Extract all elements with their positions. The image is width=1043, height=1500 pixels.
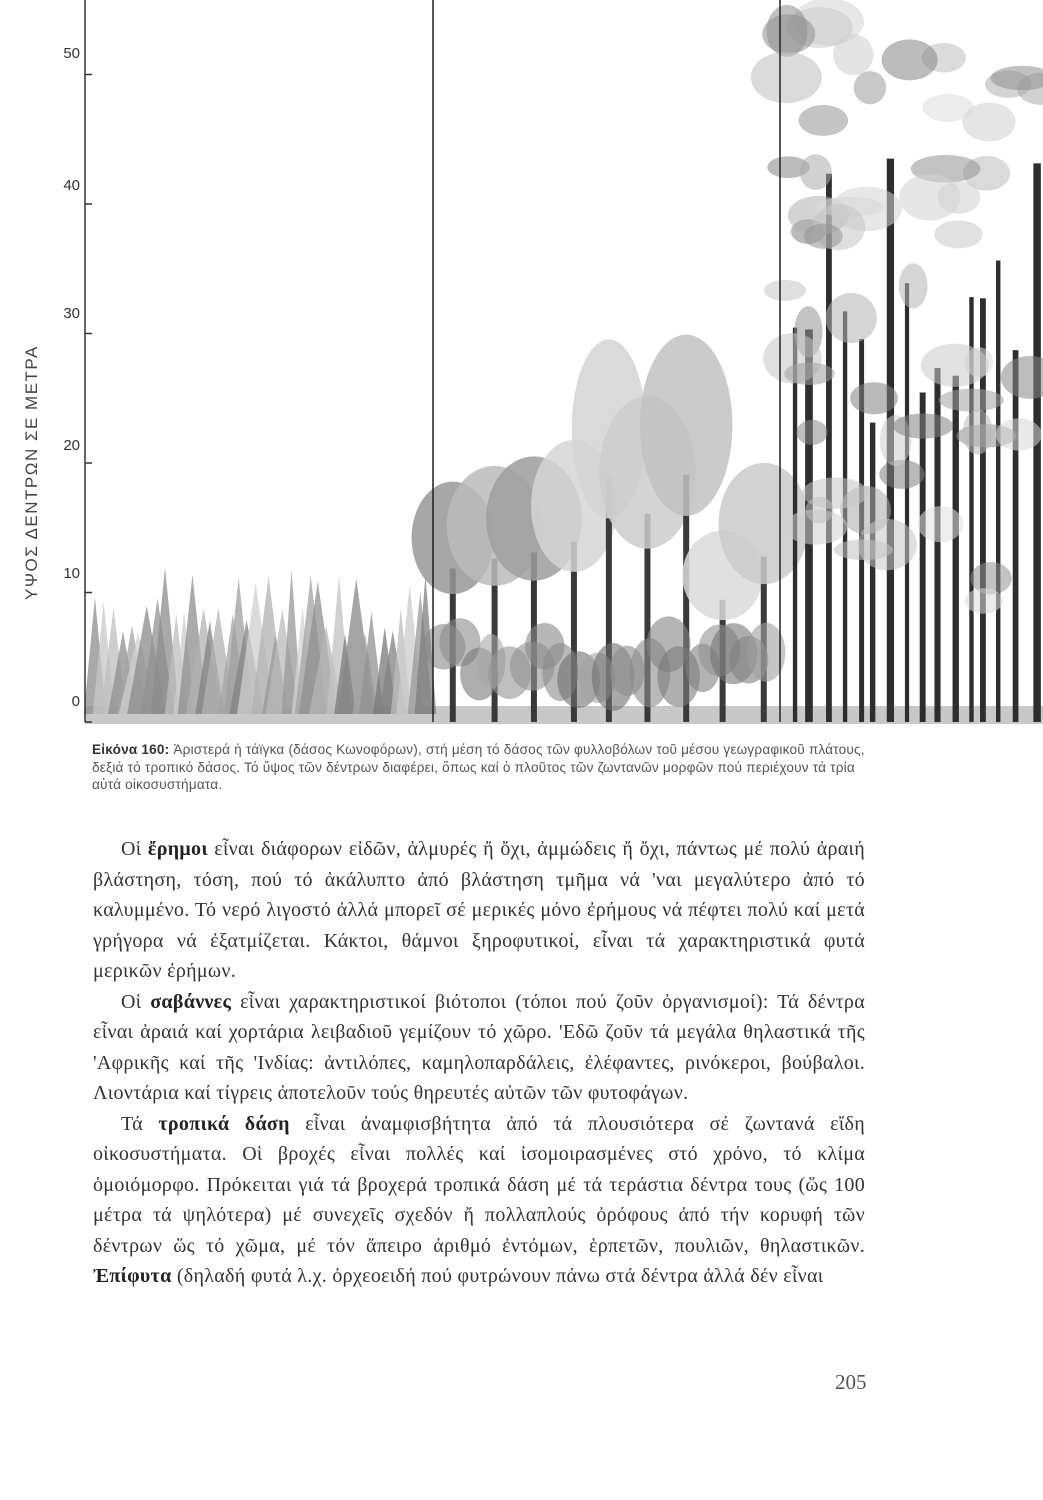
text-run: εἶναι χαρακτηριστικοί βιότοποι (τόποι πού ζοῦν ὀργανισμοί): Τά δέντρα εἶναι ἀραιά καί χορτάρια λειβαδιοῦ γεμίζουν τό χῶρο. 'Εδῶ ζοῦν τά μεγάλα θηλαστικά τῆς 'Αφρικῆς καί τῆς 'Ινδίας: ἀντιλόπες, καμηλοπαρδάλεις, ἐλέφαντες, ρινόκεροι, βούβαλοι. Λιοντάρια καί τίγρεις ἀποτελοῦν τούς θηρευτές αὐτῶν τῶν φυτοφάγων. xyxy=(93,990,865,1104)
tropical-foliage xyxy=(850,382,898,414)
term-epiphytes: Ἐπίφυτα xyxy=(93,1265,172,1287)
tropical-foliage xyxy=(963,409,993,454)
tropical-foliage xyxy=(921,344,989,387)
tropical-foliage xyxy=(762,14,815,54)
tropical-foliage xyxy=(796,420,827,445)
tropical-foliage xyxy=(899,263,928,308)
paragraph-deserts xyxy=(93,834,865,987)
y-tick-label: 40 xyxy=(63,177,80,194)
tropical-foliage xyxy=(918,506,964,542)
tropical-foliage xyxy=(751,52,822,103)
tropical-foliage xyxy=(923,94,974,122)
tropical-foliage xyxy=(805,497,833,524)
tropical-foliage xyxy=(965,588,1003,614)
y-tick-label: 50 xyxy=(63,45,80,62)
tropical-foliage xyxy=(800,154,832,190)
term-deserts: ἔρημοι xyxy=(147,838,208,860)
forest-illustration xyxy=(0,0,1043,730)
tropical-trunk xyxy=(920,392,926,722)
tropical-foliage xyxy=(826,293,877,343)
y-tick-label: 20 xyxy=(63,437,80,454)
y-tick-label: 30 xyxy=(63,305,80,322)
text-run: εἶναι ἀναμφισβήτητα ἀπό τά πλουσιότερα σέ ζωντανά εἴδη οἰκοσυστήματα. Οἱ βροχές εἶναι πολλές καί ἰσομοιρασμένες στό χρόνο, τό κλίμα ὁμοιόμορφο. Πρόκειται γιά τά βροχερά τροπικά δάση μέ τά τεράστια δέντρα τους (ὥς 100 μέτρα τά ψηλότερα) μέ συνεχεῖς σχεδόν ἤ πολλαπλούς ὀρόφους ἀπό τήν κορυφή τῶν δέντρων ὥς τό χῶμα, μέ τόν ἄπειρο ἀριθμό ἐντόμων, ἑρπετῶν, πουλιῶν, θηλαστικῶν. xyxy=(93,1112,865,1257)
text-run: (δηλαδή φυτά λ.χ. ὀρχεοειδή πού φυτρώνουν πάνω στά δέντρα ἀλλά δέν εἶναι xyxy=(171,1265,824,1287)
tropical-foliage xyxy=(996,418,1042,450)
body-text xyxy=(93,834,865,1292)
tropical-foliage xyxy=(858,519,917,570)
paragraph-savannas xyxy=(93,987,865,1109)
deciduous-crown xyxy=(640,335,732,516)
y-axis-title: ΥΨΟΣ ΔΕΝΤΡΩΝ ΣΕ ΜΕΤΡΑ xyxy=(22,345,41,600)
page-number: 205 xyxy=(835,1370,867,1394)
tropical-foliage xyxy=(939,389,1004,412)
tropical-foliage xyxy=(893,413,953,438)
paragraph-tropical-forests xyxy=(93,1109,865,1292)
figure-caption xyxy=(92,741,882,794)
text-run: Οἱ xyxy=(121,990,151,1013)
caption-text: Ἀριστερά ἡ τάϊγκα (δάσος Κωνοφόρων), στή μέση τό δάσος τῶν φυλλοβόλων τοῦ μέσου γεωγραφικοῦ πλάτους, δεξιά τό τροπικό δάσος. Τό ὕψος τῶν δέντρων διαφέρει, ὅπως καί ὁ πλοῦτος τῶν ζωντανῶν μορφῶν πού περιέχουν τά τρία αὐτά οἰκοσυστήματα. xyxy=(92,742,865,792)
tropical-foliage xyxy=(1001,356,1043,399)
tropical-foliage xyxy=(833,34,873,75)
tropical-foliage xyxy=(854,71,886,104)
term-tropical-forests: τροπικά δάση xyxy=(158,1112,290,1135)
tropical-trunk xyxy=(1013,350,1019,722)
forest-height-figure xyxy=(0,0,1043,730)
tropical-foliage xyxy=(879,460,924,489)
y-tick-label: 10 xyxy=(63,565,80,582)
tropical-foliage xyxy=(934,220,982,248)
text-run: Οἱ xyxy=(121,838,148,860)
term-savannas: σαβάννες xyxy=(150,990,232,1013)
tropical-foliage xyxy=(899,174,960,221)
tropical-foliage xyxy=(882,39,938,80)
tropical-trunk xyxy=(996,261,1000,722)
tropical-foliage xyxy=(784,362,834,385)
text-run: εἶναι διάφορων εἰδῶν, ἁλμυρές ἤ ὄχι, ἀμμώδεις ἤ ὄχι, πάντως μέ πολύ ἀραιή βλάστηση, τόση, πού τό ἀκάλυπτο ἀπό βλάστηση τμῆμα νά 'ναι μεγαλύτερο ἀπό τό καλυμμένο. Τό νερό λιγοστό ἀλλά μπορεῖ σέ μερικές μόνο ἐρήμους νά πέφτει πολύ καί μετά γρήγορα νά ἐξατμίζεται. Κάκτοι, θάμνοι ξηροφυτικοί, εἶναι τά χαρακτηριστικά φυτά μερικῶν ἐρήμων. xyxy=(93,838,865,982)
y-tick-label: 0 xyxy=(71,693,80,710)
tropical-trunk xyxy=(826,174,832,722)
caption-label: Εἰκόνα 160: xyxy=(92,742,170,757)
tropical-foliage xyxy=(804,224,843,249)
tropical-trunk xyxy=(953,376,959,722)
tropical-trunk xyxy=(905,283,909,722)
text-run: Τά xyxy=(121,1112,159,1135)
tropical-foliage xyxy=(764,280,806,301)
tropical-trunk xyxy=(870,423,875,722)
tropical-foliage xyxy=(799,105,848,136)
